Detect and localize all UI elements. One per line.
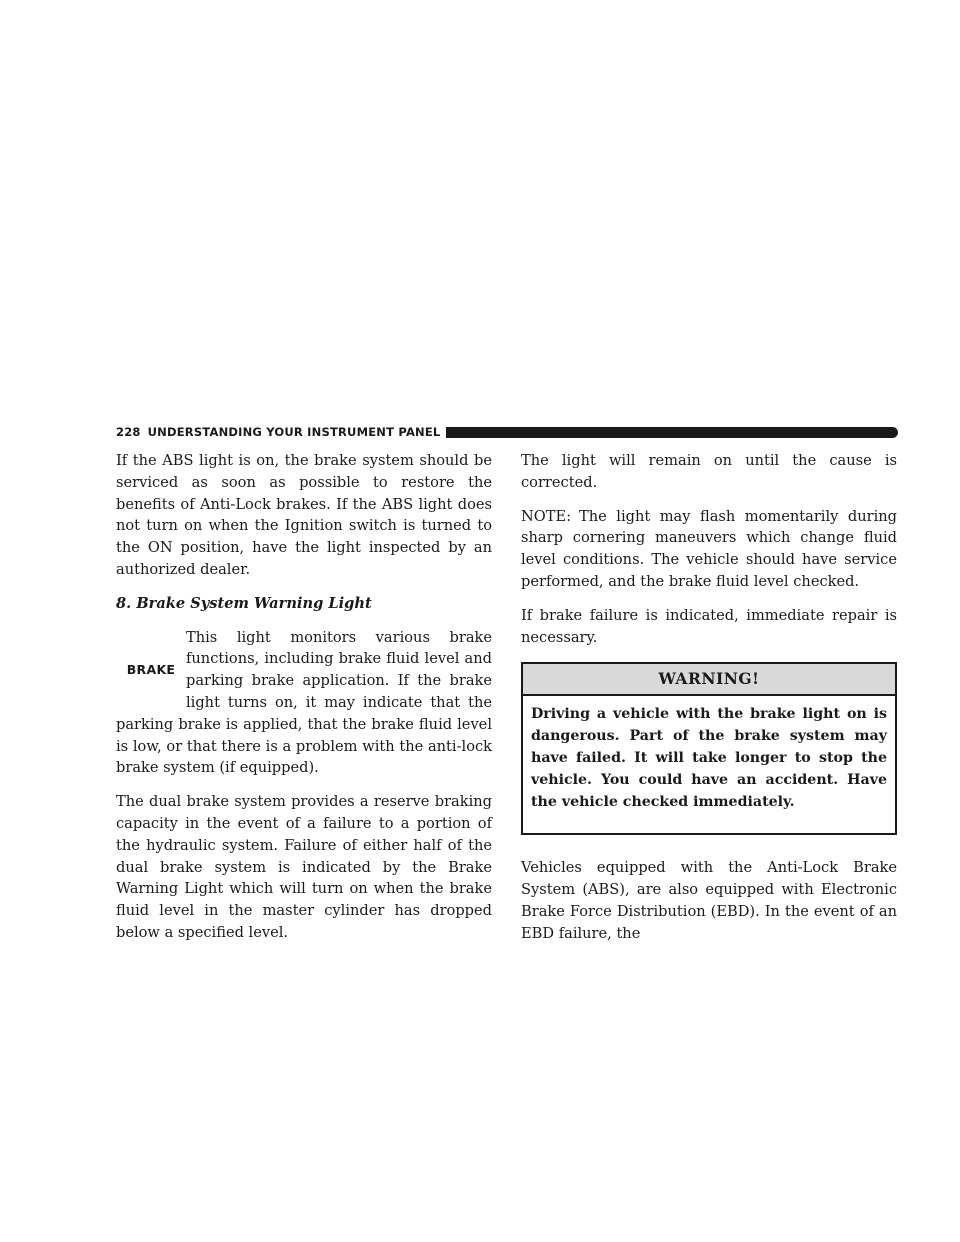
brake-light-text: This light monitors various brake functions, including brake fluid level and parking brake application. If the brake light turns on, it may indicate that the parking brake is applied, that the brake fluid level is low, or that there is a problem with the anti-lock brake system (if equipped).	[116, 628, 492, 777]
light-remain-paragraph: The light will remain on until the cause is corrected.	[521, 452, 897, 491]
ebd-paragraph: Vehicles equipped with the Anti-Lock Brake System (ABS), are also equipped with Electronic Brake Force Distribution (EBD). In the event of an EBD failure, the	[521, 859, 897, 942]
dual-brake-paragraph: The dual brake system provides a reserve braking capacity in the event of a failure to a portion of the hydraulic system. Failure of either half of the dual brake system is indicated by the Brake Warning Light which will turn on when the brake fluid level in the master cylinder has dropped below a specified level.	[116, 793, 492, 941]
brake-system-subheading: 8. Brake System Warning Light	[116, 594, 372, 612]
brake-warning-icon: BRAKE	[126, 662, 176, 678]
note-label: NOTE:	[521, 507, 572, 525]
header-rule	[446, 427, 898, 438]
warning-box	[521, 662, 897, 835]
note-paragraph	[521, 506, 897, 593]
right-column	[521, 450, 897, 957]
warning-title: WARNING!	[523, 664, 895, 696]
section-title: UNDERSTANDING YOUR INSTRUMENT PANEL	[147, 425, 441, 439]
left-column	[116, 450, 492, 956]
brake-light-paragraph	[116, 627, 492, 780]
warning-text: Driving a vehicle with the brake light on is dangerous. Part of the brake system may have failed. It will take longer to stop the vehicle. You could have an accident. Have the vehicle checked immediately.	[531, 706, 887, 810]
note-text: The light may flash momentarily during sharp cornering maneuvers which change fluid level conditions. The vehicle should have service performed, and the brake fluid level checked.	[521, 507, 897, 590]
abs-light-paragraph: If the ABS light is on, the brake system should be serviced as soon as possible to restore the benefits of Anti-Lock brakes. If the ABS light does not turn on when the Ignition switch is turned to the ON position, have the light inspected by an authorized dealer.	[116, 452, 492, 578]
brake-failure-paragraph: If brake failure is indicated, immediate repair is necessary.	[521, 606, 897, 646]
page-number: 228	[116, 425, 141, 439]
page-header	[116, 424, 898, 440]
